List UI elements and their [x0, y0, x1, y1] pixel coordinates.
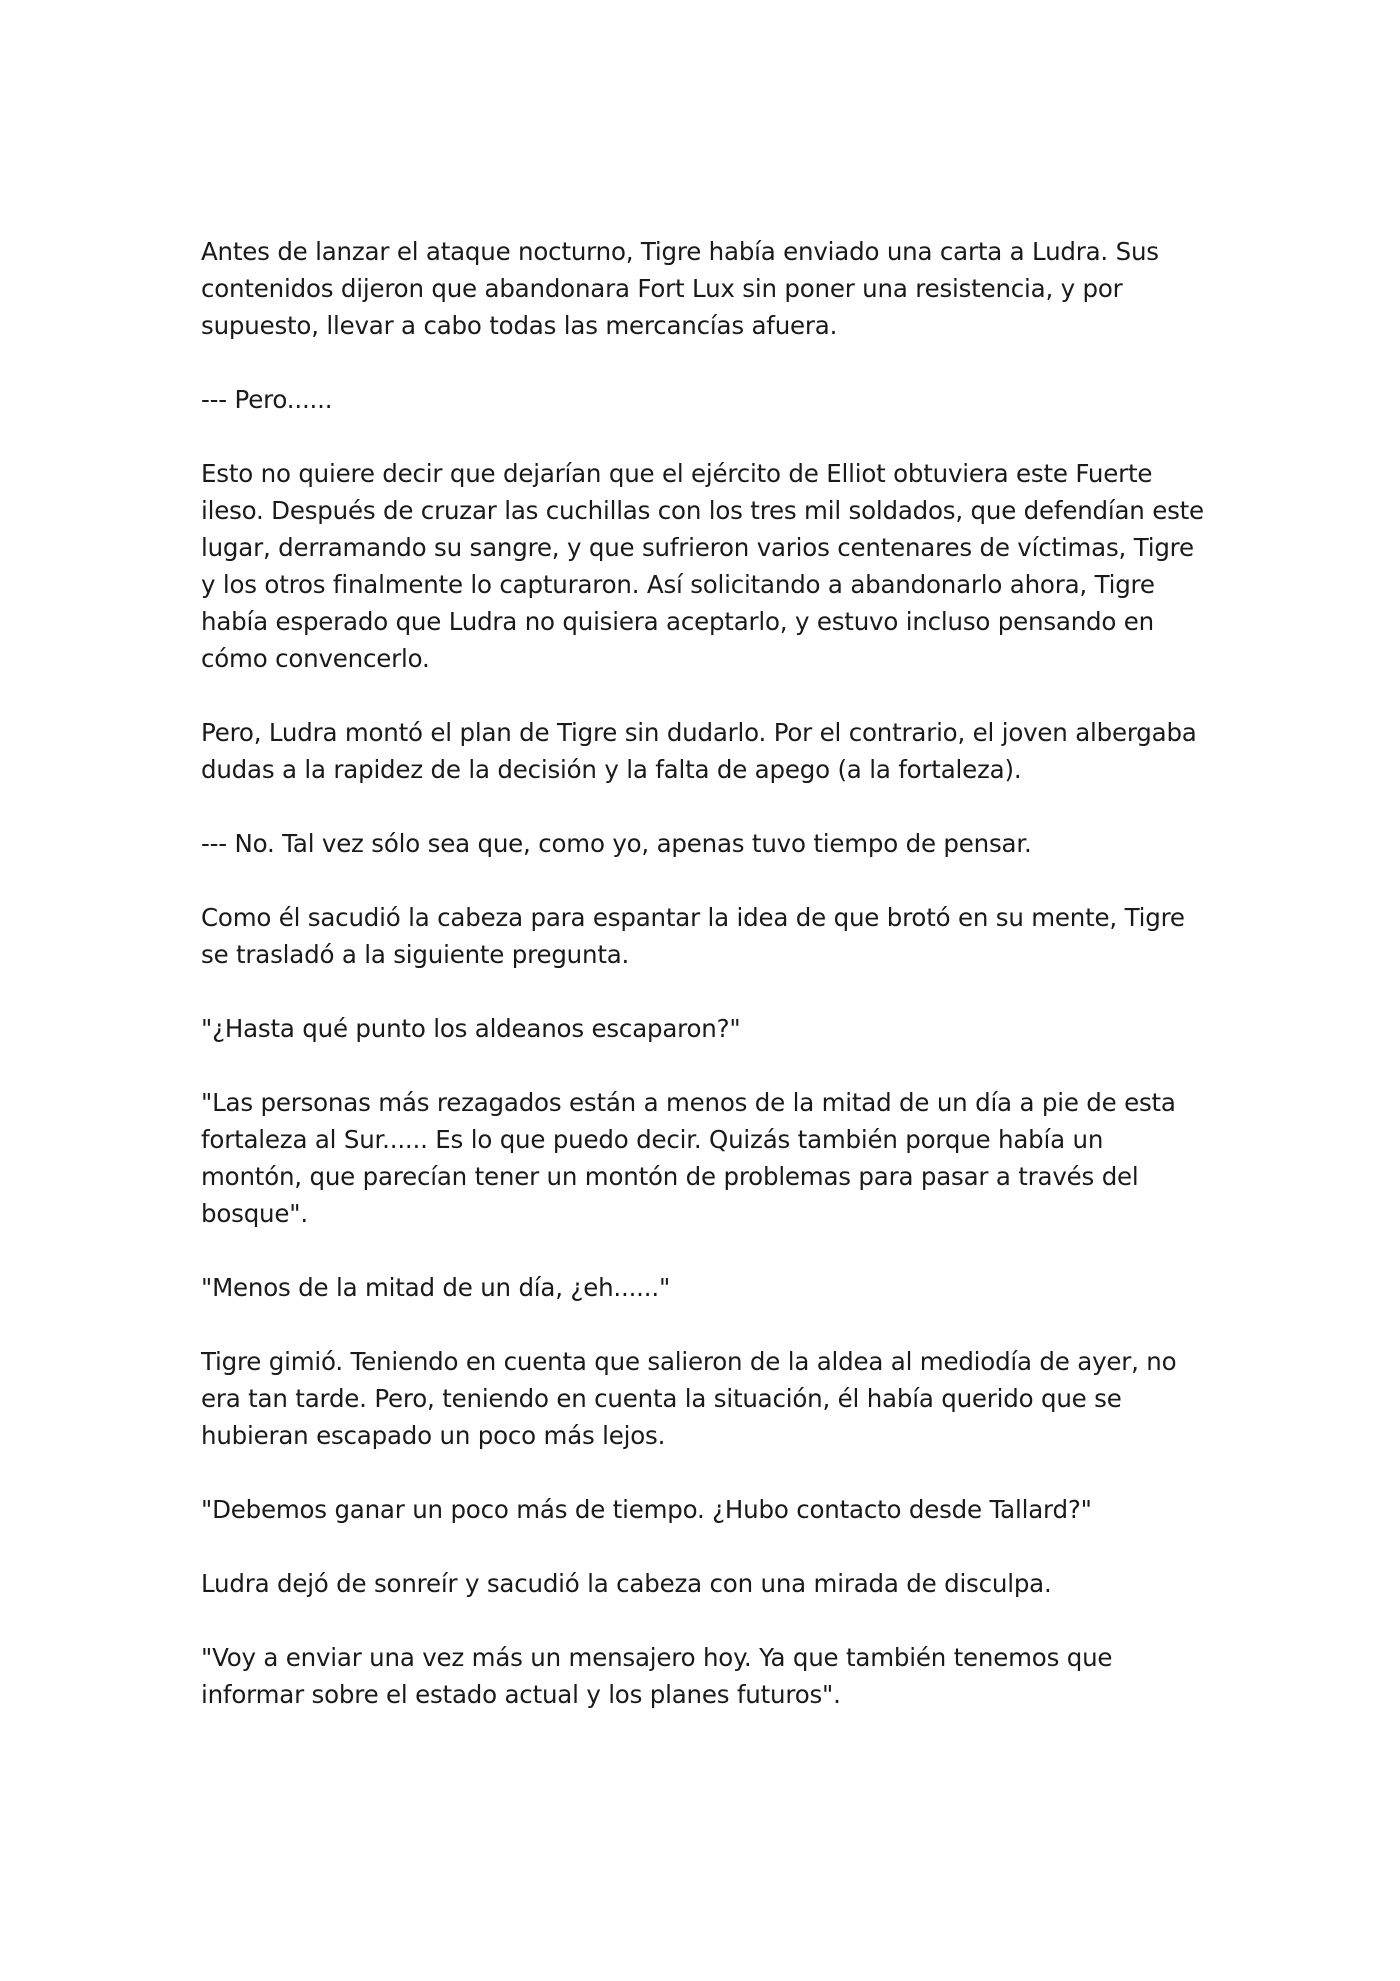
paragraph: Antes de lanzar el ataque nocturno, Tigre había enviado una carta a Ludra. Sus contenidos dijeron que abandonara Fort Lux sin poner una resistencia, y por supuesto, llevar a cabo todas las mercancías afuera.: [201, 237, 1159, 340]
paragraph: "Menos de la mitad de un día, ¿eh......": [201, 1273, 671, 1302]
paragraph: Tigre gimió. Teniendo en cuenta que salieron de la aldea al mediodía de ayer, no era tan tarde. Pero, teniendo en cuenta la situación, él había querido que se hubieran escapado un poco más lejos.: [201, 1347, 1177, 1450]
paragraph: "Debemos ganar un poco más de tiempo. ¿Hubo contacto desde Tallard?": [201, 1495, 1092, 1524]
document-body: [201, 233, 1211, 1750]
paragraph: Ludra dejó de sonreír y sacudió la cabeza con una mirada de disculpa.: [201, 1569, 1052, 1598]
paragraph: --- Pero......: [201, 385, 333, 414]
paragraph: Esto no quiere decir que dejarían que el ejército de Elliot obtuviera este Fuerte ileso. Después de cruzar las cuchillas con los tres mil soldados, que defendían este lugar, derramando su sangre, y que sufrieron varios centenares de víctimas, Tigre y los otros finalmente lo capturaron. Así solicitando a abandonarlo ahora, Tigre había esperado que Ludra no quisiera aceptarlo, y estuvo incluso pensando en cómo convencerlo.: [201, 459, 1204, 673]
paragraph: Pero, Ludra montó el plan de Tigre sin dudarlo. Por el contrario, el joven albergaba dudas a la rapidez de la decisión y la falta de apego (a la fortaleza).: [201, 718, 1197, 784]
paragraph: "Las personas más rezagados están a menos de la mitad de un día a pie de esta fortaleza al Sur...... Es lo que puedo decir. Quizás también porque había un montón, que parecían tener un montón de problemas para pasar a través del bosque".: [201, 1088, 1176, 1228]
paragraph: --- No. Tal vez sólo sea que, como yo, apenas tuvo tiempo de pensar.: [201, 829, 1032, 858]
paragraph: Como él sacudió la cabeza para espantar la idea de que brotó en su mente, Tigre se trasladó a la siguiente pregunta.: [201, 903, 1185, 969]
paragraph: "¿Hasta qué punto los aldeanos escaparon?": [201, 1014, 741, 1043]
paragraph: "Voy a enviar una vez más un mensajero hoy. Ya que también tenemos que informar sobre el estado actual y los planes futuros".: [201, 1643, 1113, 1709]
